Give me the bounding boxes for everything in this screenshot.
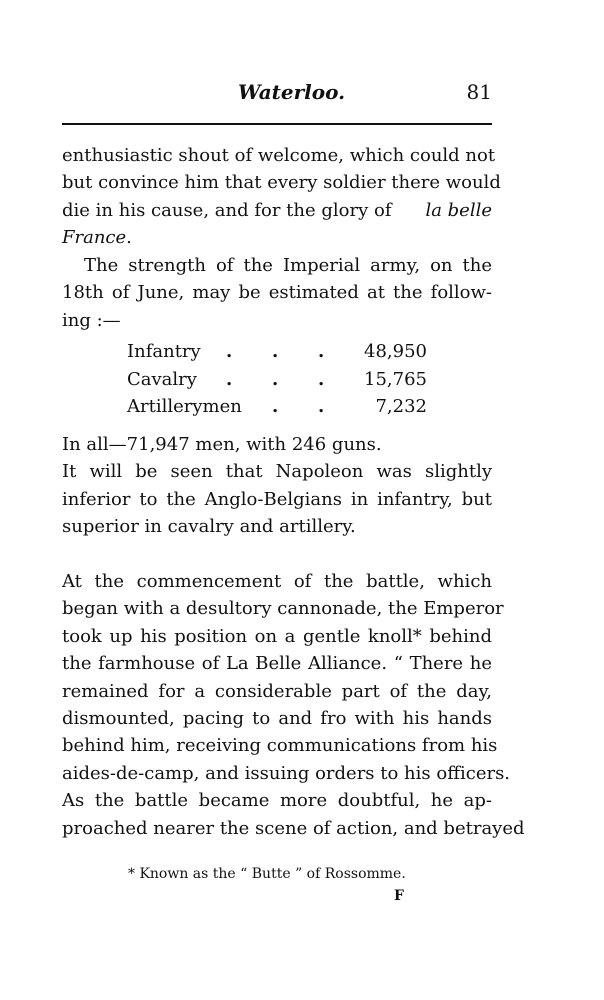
running-title: Waterloo. bbox=[238, 80, 346, 104]
text-line: In all—71,947 men, with 246 guns. bbox=[62, 434, 382, 455]
unit-label: Cavalry bbox=[127, 368, 197, 390]
signature-mark: F bbox=[394, 888, 404, 904]
text-line: France. bbox=[62, 227, 132, 249]
paragraph-4 bbox=[62, 568, 525, 842]
text-segment: die in his cause, and for the glory of bbox=[62, 199, 392, 221]
footnote: * Known as the “ Butte ” of Rossomme. bbox=[128, 866, 406, 882]
text-line: the farmhouse of La Belle Alliance. “ There he bbox=[62, 653, 492, 675]
text-line: At the commencement of the battle, which bbox=[62, 571, 492, 592]
text-line: began with a desultory cannonade, the Emperor bbox=[62, 598, 504, 620]
text-line: inferior to the Anglo-Belgians in infantry, but bbox=[62, 488, 492, 510]
text-line: superior in cavalry and artillery. bbox=[62, 516, 356, 538]
text-line: aides-de-camp, and issuing orders to his officers. bbox=[62, 762, 511, 784]
table-row: Infantry . . . 48,950 bbox=[127, 341, 427, 362]
text-line: dismounted, pacing to and fro with his hands bbox=[62, 707, 492, 729]
paragraph-2 bbox=[62, 252, 492, 334]
text-line: 18th of June, may be estimated at the follow- bbox=[62, 282, 492, 304]
unit-count: 7,232 bbox=[375, 396, 427, 417]
text-line: It will be seen that Napoleon was slightly bbox=[62, 461, 492, 483]
text-line: As the battle became more doubtful, he ap- bbox=[62, 790, 492, 812]
page-number: 81 bbox=[466, 80, 492, 104]
page-header bbox=[62, 80, 492, 114]
text-line: behind him, receiving communications from his bbox=[62, 735, 498, 757]
paragraph-3 bbox=[62, 431, 492, 541]
text-line: remained for a considerable part of the day, bbox=[62, 680, 492, 702]
text-line: proached nearer the scene of action, and betrayed bbox=[62, 817, 525, 839]
text-line: ing :— bbox=[62, 309, 121, 331]
army-strength-table bbox=[127, 341, 427, 424]
italic-phrase: la belle bbox=[425, 199, 492, 221]
text-line bbox=[62, 197, 492, 224]
text-line: but convince him that every soldier there would bbox=[62, 172, 501, 194]
unit-count: 15,765 bbox=[364, 368, 427, 390]
header-rule bbox=[62, 123, 492, 125]
table-row: Cavalry . . . 15,765 bbox=[127, 368, 427, 390]
table-row: Artillerymen . . 7,232 bbox=[127, 396, 427, 417]
unit-count: 48,950 bbox=[364, 341, 427, 362]
paragraph-1 bbox=[62, 142, 501, 252]
text-line: The strength of the Imperial army, on the bbox=[84, 255, 492, 276]
unit-label: Infantry bbox=[127, 341, 201, 362]
unit-label: Artillerymen bbox=[127, 396, 242, 417]
text-line: took up his position on a gentle knoll* behind bbox=[62, 625, 492, 647]
text-line: enthusiastic shout of welcome, which could not bbox=[62, 145, 496, 166]
